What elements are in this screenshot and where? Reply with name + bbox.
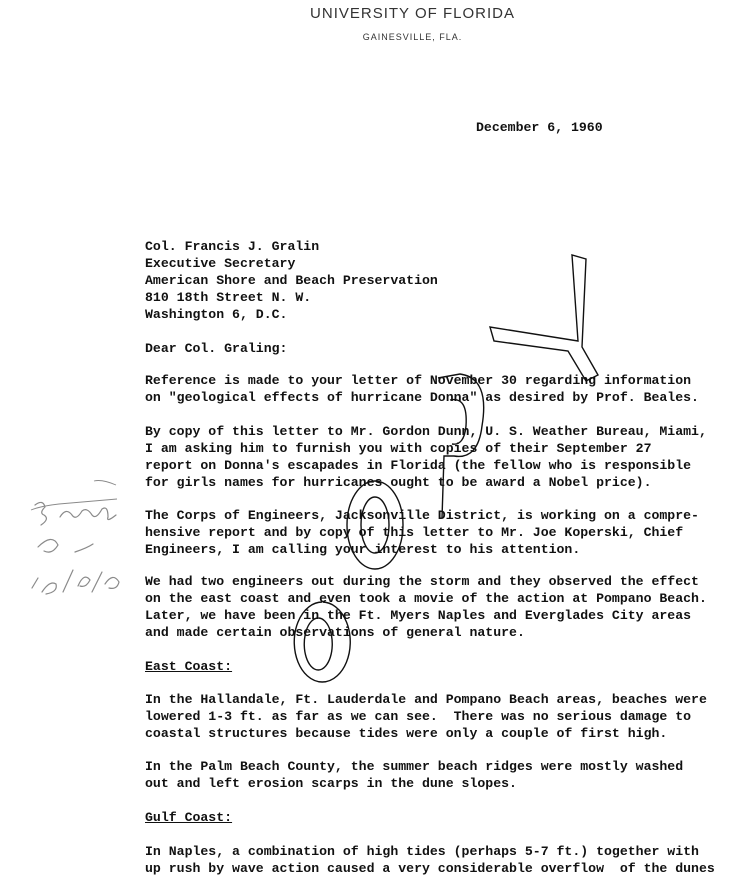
paragraph-weather-bureau: By copy of this letter to Mr. Gordon Dunn, U. S. Weather Bureau, Miami, I am asking him to furnish you with copies of their September 27 report on Donna's escapades in Florida (the fellow who is responsible for girls names for hurricanes ought to be award a Nobel price). (145, 424, 707, 490)
paragraph-east-coast-2: In the Palm Beach County, the summer beach ridges were mostly washed out and left erosion scarps in the dune slopes. (145, 759, 684, 791)
recipient-line: American Shore and Beach Preservation (145, 273, 438, 288)
letterhead-city: GAINESVILLE, FLA. (362, 32, 463, 42)
letter-date: December 6, 1960 (476, 120, 603, 135)
paragraph-gulf-coast-1: In Naples, a combination of high tides (perhaps 5-7 ft.) together with up rush by wave action caused a very considerable overflow of the dunes (145, 844, 715, 876)
recipient-line: Col. Francis J. Gralin (145, 239, 320, 254)
heading-gulf-coast: Gulf Coast: (145, 810, 233, 825)
recipient-address (145, 238, 740, 323)
handwritten-copies-note (32, 502, 119, 594)
paragraph-east-coast-1: In the Hallandale, Ft. Lauderdale and Pompano Beach areas, beaches were lowered 1-3 ft. as far as we can see. There was no serious damage to coastal structures because tides were only a couple of first high. (145, 692, 707, 741)
paragraph-observations: We had two engineers out during the storm and they observed the effect on the east coast and even took a movie of the action at Pompano Beach. Later, we have been in the Ft. Myers Naples and Everglades City areas and made certain observations of general nature. (145, 574, 707, 640)
recipient-line: Executive Secretary (145, 256, 296, 271)
letterhead-university: UNIVERSITY OF FLORIDA (310, 5, 515, 22)
paragraph-corps-of-engineers: The Corps of Engineers, Jacksonville District, is working on a compre- hensive report and by copy of this letter to Mr. Joe Koperski, Chief Engineers, I am calling your interest to his attention. (145, 508, 699, 557)
paragraph-reference: Reference is made to your letter of November 30 regarding information on "geological effects of hurricane Donna" as desired by Prof. Beales. (145, 373, 699, 405)
recipient-line: 810 18th Street N. W. (145, 290, 312, 305)
heading-east-coast: East Coast: (145, 659, 233, 674)
salutation: Dear Col. Graling: (145, 341, 288, 356)
recipient-line: Washington 6, D.C. (145, 307, 288, 322)
